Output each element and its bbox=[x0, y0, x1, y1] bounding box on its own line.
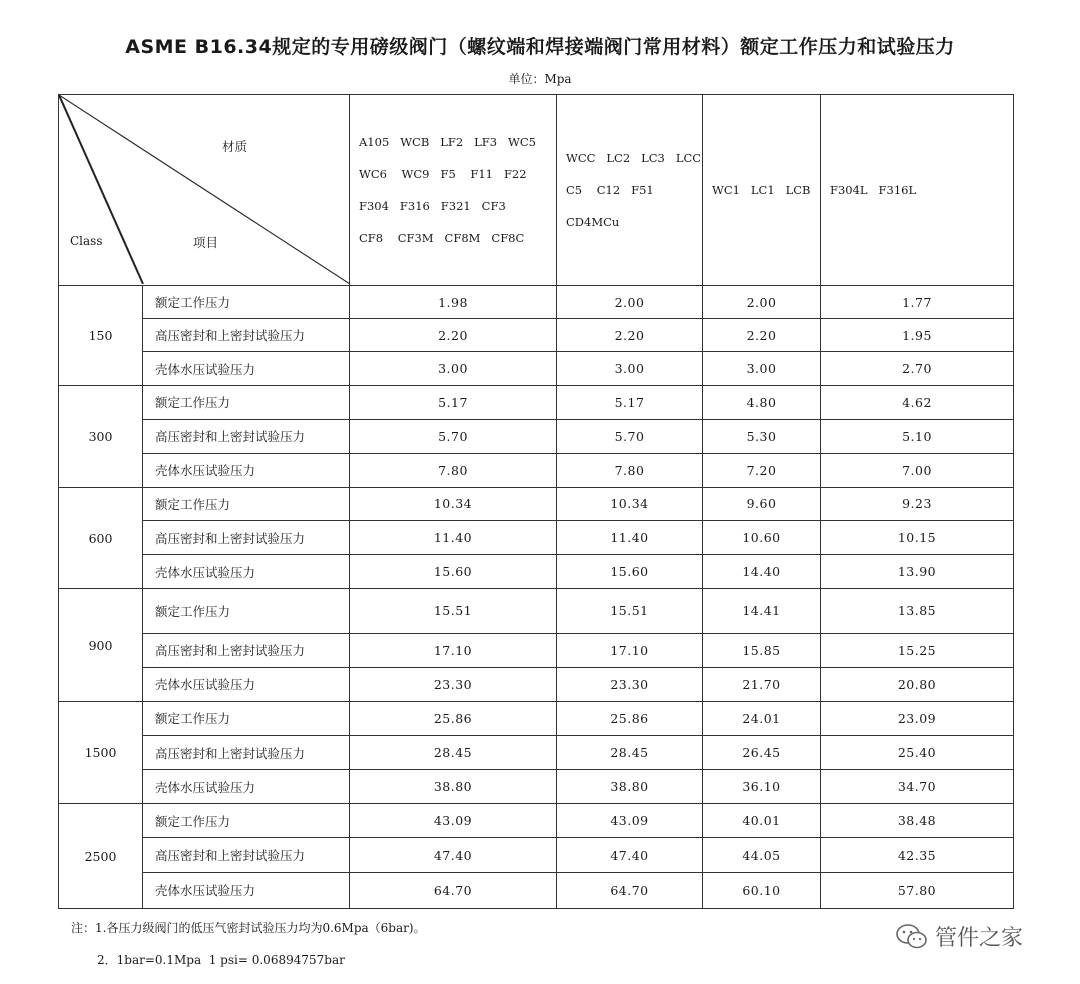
material-line: A105 WCB LF2 LF3 WC5 bbox=[359, 134, 536, 149]
material-line: CD4MCu bbox=[566, 214, 620, 229]
pressure-value-cell: 25.86 bbox=[557, 701, 703, 735]
diagonal-header-cell bbox=[59, 95, 350, 286]
item-name-cell: 额定工作压力 bbox=[143, 701, 350, 735]
pressure-value-cell: 26.45 bbox=[703, 736, 821, 770]
item-name-cell: 额定工作压力 bbox=[143, 804, 350, 838]
material-group-2 bbox=[557, 95, 703, 286]
pressure-value-cell: 43.09 bbox=[350, 804, 557, 838]
material-line: WC6 WC9 F5 F11 F22 bbox=[359, 166, 527, 181]
item-name-cell: 额定工作压力 bbox=[143, 589, 350, 633]
pressure-value-cell: 3.00 bbox=[703, 352, 821, 386]
class-cell: 150 bbox=[59, 285, 143, 385]
material-label: 材质 bbox=[222, 139, 248, 154]
unit-label: 单位：Mpa bbox=[508, 72, 572, 86]
pressure-value-cell: 20.80 bbox=[821, 667, 1014, 701]
pressure-value-cell: 17.10 bbox=[557, 633, 703, 667]
pressure-value-cell: 17.10 bbox=[350, 633, 557, 667]
material-group-3 bbox=[703, 95, 821, 286]
pressure-value-cell: 40.01 bbox=[703, 804, 821, 838]
table-row bbox=[59, 285, 1014, 318]
pressure-value-cell: 15.60 bbox=[557, 555, 703, 589]
pressure-value-cell: 1.95 bbox=[821, 319, 1014, 352]
material-line: F304 F316 F321 CF3 bbox=[359, 198, 506, 213]
table-row bbox=[59, 453, 1014, 487]
pressure-value-cell: 15.85 bbox=[703, 633, 821, 667]
pressure-value-cell: 9.60 bbox=[703, 487, 821, 520]
item-name-cell: 高压密封和上密封试验压力 bbox=[143, 633, 350, 667]
watermark-text: 管件之家 bbox=[935, 926, 1024, 951]
watermark bbox=[895, 921, 1023, 952]
pressure-value-cell: 47.40 bbox=[557, 838, 703, 872]
pressure-value-cell: 7.20 bbox=[703, 453, 821, 487]
item-name-cell: 高压密封和上密封试验压力 bbox=[143, 419, 350, 453]
table-row bbox=[59, 419, 1014, 453]
pressure-value-cell: 2.70 bbox=[821, 352, 1014, 386]
pressure-value-cell: 10.60 bbox=[703, 521, 821, 555]
pressure-value-cell: 2.00 bbox=[703, 285, 821, 318]
item-name-cell: 额定工作压力 bbox=[143, 487, 350, 520]
pressure-value-cell: 1.98 bbox=[350, 285, 557, 318]
wechat-icon bbox=[895, 922, 929, 952]
table-row bbox=[59, 633, 1014, 667]
pressure-value-cell: 15.51 bbox=[350, 589, 557, 633]
pressure-value-cell: 64.70 bbox=[350, 872, 557, 908]
pressure-value-cell: 38.80 bbox=[350, 770, 557, 804]
table-row bbox=[59, 838, 1014, 872]
item-label: 项目 bbox=[193, 235, 219, 250]
table-row bbox=[59, 667, 1014, 701]
pressure-value-cell: 13.85 bbox=[821, 589, 1014, 633]
material-line: WC1 LC1 LCB bbox=[712, 182, 811, 197]
pressure-value-cell: 10.34 bbox=[557, 487, 703, 520]
page-title: ASME B16.34规定的专用磅级阀门（螺纹端和焊接端阀门常用材料）额定工作压力和试验压力 bbox=[125, 36, 955, 58]
pressure-value-cell: 5.10 bbox=[821, 419, 1014, 453]
pressure-value-cell: 7.80 bbox=[350, 453, 557, 487]
header-row bbox=[59, 95, 1014, 286]
pressure-value-cell: 34.70 bbox=[821, 770, 1014, 804]
pressure-value-cell: 60.10 bbox=[703, 872, 821, 908]
item-name-cell: 壳体水压试验压力 bbox=[143, 352, 350, 386]
pressure-value-cell: 7.00 bbox=[821, 453, 1014, 487]
pressure-table bbox=[58, 94, 1014, 909]
pressure-value-cell: 14.40 bbox=[703, 555, 821, 589]
note-2: 2．1bar=0.1Mpa 1 psi= 0.06894757bar bbox=[97, 953, 345, 967]
pressure-value-cell: 5.30 bbox=[703, 419, 821, 453]
pressure-value-cell: 23.09 bbox=[821, 701, 1014, 735]
class-label: Class bbox=[70, 234, 103, 248]
pressure-value-cell: 11.40 bbox=[557, 521, 703, 555]
pressure-value-cell: 23.30 bbox=[557, 667, 703, 701]
class-cell: 900 bbox=[59, 589, 143, 702]
material-line: C5 C12 F51 bbox=[566, 182, 654, 197]
pressure-value-cell: 3.00 bbox=[557, 352, 703, 386]
item-name-cell: 高压密封和上密封试验压力 bbox=[143, 521, 350, 555]
table-row bbox=[59, 487, 1014, 520]
pressure-value-cell: 15.60 bbox=[350, 555, 557, 589]
pressure-value-cell: 38.48 bbox=[821, 804, 1014, 838]
pressure-value-cell: 7.80 bbox=[557, 453, 703, 487]
item-name-cell: 壳体水压试验压力 bbox=[143, 555, 350, 589]
item-name-cell: 壳体水压试验压力 bbox=[143, 770, 350, 804]
item-name-cell: 壳体水压试验压力 bbox=[143, 667, 350, 701]
class-cell: 1500 bbox=[59, 701, 143, 803]
table-row bbox=[59, 589, 1014, 633]
table-row bbox=[59, 555, 1014, 589]
table-row bbox=[59, 872, 1014, 908]
pressure-value-cell: 2.20 bbox=[703, 319, 821, 352]
item-name-cell: 高压密封和上密封试验压力 bbox=[143, 319, 350, 352]
table-row bbox=[59, 319, 1014, 352]
pressure-value-cell: 1.77 bbox=[821, 285, 1014, 318]
pressure-value-cell: 28.45 bbox=[350, 736, 557, 770]
table-row bbox=[59, 386, 1014, 419]
table-row bbox=[59, 804, 1014, 838]
pressure-value-cell: 5.17 bbox=[350, 386, 557, 419]
class-cell: 600 bbox=[59, 487, 143, 588]
pressure-value-cell: 2.20 bbox=[557, 319, 703, 352]
pressure-value-cell: 25.86 bbox=[350, 701, 557, 735]
pressure-value-cell: 25.40 bbox=[821, 736, 1014, 770]
pressure-value-cell: 28.45 bbox=[557, 736, 703, 770]
pressure-value-cell: 64.70 bbox=[557, 872, 703, 908]
pressure-value-cell: 2.20 bbox=[350, 319, 557, 352]
item-name-cell: 壳体水压试验压力 bbox=[143, 872, 350, 908]
pressure-value-cell: 15.51 bbox=[557, 589, 703, 633]
pressure-value-cell: 24.01 bbox=[703, 701, 821, 735]
item-name-cell: 额定工作压力 bbox=[143, 285, 350, 318]
item-name-cell: 壳体水压试验压力 bbox=[143, 453, 350, 487]
pressure-value-cell: 15.25 bbox=[821, 633, 1014, 667]
pressure-value-cell: 36.10 bbox=[703, 770, 821, 804]
material-group-1 bbox=[350, 95, 557, 286]
table-row bbox=[59, 736, 1014, 770]
pressure-value-cell: 42.35 bbox=[821, 838, 1014, 872]
table-row bbox=[59, 701, 1014, 735]
pressure-value-cell: 5.17 bbox=[557, 386, 703, 419]
pressure-value-cell: 38.80 bbox=[557, 770, 703, 804]
item-name-cell: 额定工作压力 bbox=[143, 386, 350, 419]
item-name-cell: 高压密封和上密封试验压力 bbox=[143, 736, 350, 770]
material-line: CF8 CF3M CF8M CF8C bbox=[359, 230, 525, 245]
table-row bbox=[59, 521, 1014, 555]
pressure-value-cell: 43.09 bbox=[557, 804, 703, 838]
class-cell: 2500 bbox=[59, 804, 143, 909]
pressure-value-cell: 10.34 bbox=[350, 487, 557, 520]
material-line: F304L F316L bbox=[830, 182, 917, 197]
pressure-value-cell: 44.05 bbox=[703, 838, 821, 872]
pressure-value-cell: 57.80 bbox=[821, 872, 1014, 908]
table-row bbox=[59, 770, 1014, 804]
pressure-value-cell: 5.70 bbox=[557, 419, 703, 453]
pressure-value-cell: 21.70 bbox=[703, 667, 821, 701]
class-cell: 300 bbox=[59, 386, 143, 487]
pressure-value-cell: 2.00 bbox=[557, 285, 703, 318]
item-name-cell: 高压密封和上密封试验压力 bbox=[143, 838, 350, 872]
material-group-4 bbox=[821, 95, 1014, 286]
pressure-value-cell: 13.90 bbox=[821, 555, 1014, 589]
table-row bbox=[59, 352, 1014, 386]
pressure-value-cell: 9.23 bbox=[821, 487, 1014, 520]
note-1: 注：1.各压力级阀门的低压气密封试验压力均为0.6Mpa（6bar)。 bbox=[71, 921, 426, 935]
pressure-value-cell: 14.41 bbox=[703, 589, 821, 633]
pressure-value-cell: 5.70 bbox=[350, 419, 557, 453]
diagonal-lines bbox=[59, 95, 350, 284]
material-line: WCC LC2 LC3 LCC bbox=[566, 150, 702, 165]
pressure-value-cell: 23.30 bbox=[350, 667, 557, 701]
pressure-value-cell: 11.40 bbox=[350, 521, 557, 555]
pressure-value-cell: 4.80 bbox=[703, 386, 821, 419]
pressure-value-cell: 4.62 bbox=[821, 386, 1014, 419]
pressure-value-cell: 47.40 bbox=[350, 838, 557, 872]
pressure-value-cell: 3.00 bbox=[350, 352, 557, 386]
pressure-value-cell: 10.15 bbox=[821, 521, 1014, 555]
